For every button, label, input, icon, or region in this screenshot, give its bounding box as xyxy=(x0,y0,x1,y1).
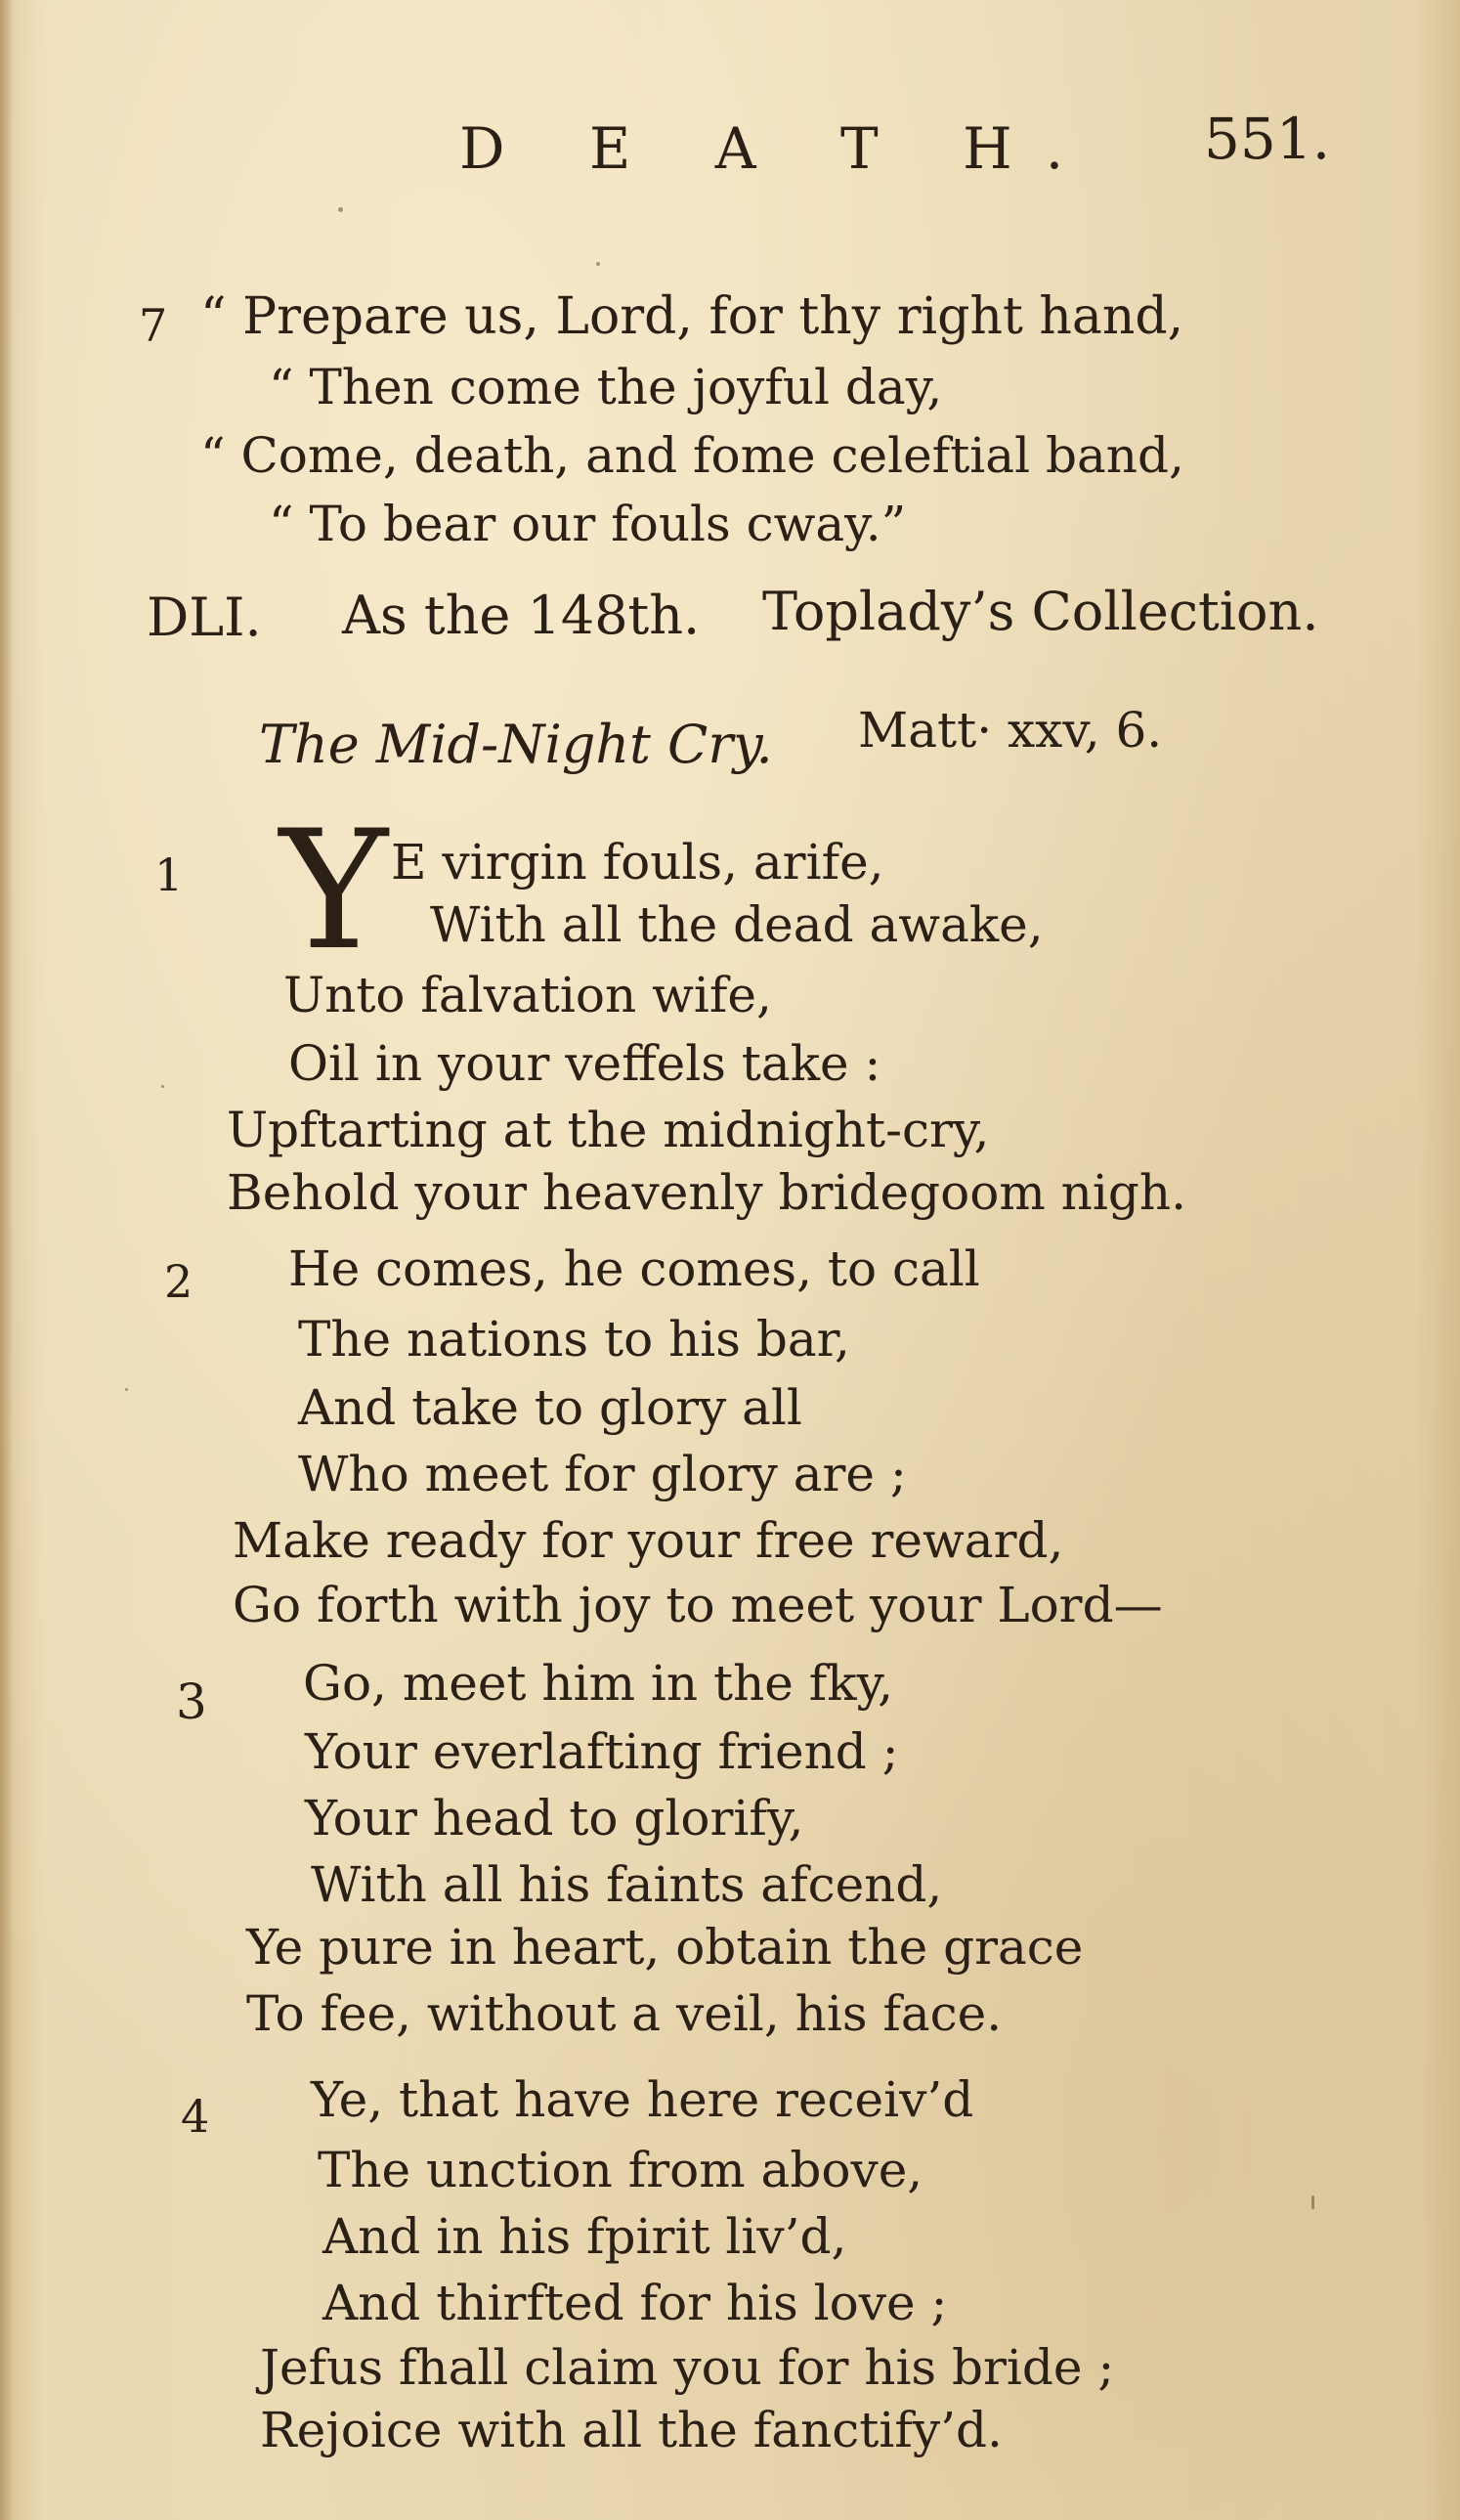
verse-line: Oil in your veffels take : xyxy=(288,1035,881,1092)
verse-line: And thirfted for his love ; xyxy=(322,2275,948,2331)
stanza-number: 7 xyxy=(139,299,168,352)
verse-line: Rejoice with all the fanctify’d. xyxy=(260,2402,1003,2458)
verse-line: “ Prepare us, Lord, for thy right hand, xyxy=(200,287,1184,346)
verse-line: Jefus fhall claim you for his bride ; xyxy=(260,2339,1115,2396)
verse-line: With all the dead awake, xyxy=(430,896,1044,953)
ink-speck xyxy=(596,262,600,266)
ink-speck xyxy=(338,207,343,212)
ink-speck xyxy=(161,1085,164,1088)
verse-line: E virgin fouls, arife, xyxy=(391,834,884,891)
scripture-reference: Matt· xxv, 6. xyxy=(858,702,1163,759)
verse-line: “ Come, death, and fome celeftial band, xyxy=(200,427,1184,484)
verse-line: “ Then come the joyful day, xyxy=(269,359,943,415)
verse-line: “ To bear our fouls cway.” xyxy=(269,496,907,552)
verse-line: And in his fpirit liv’d, xyxy=(322,2208,847,2265)
hymn-title: The Mid-Night Cry. xyxy=(259,714,773,775)
verse-line: Upftarting at the midnight-cry, xyxy=(227,1102,990,1158)
verse-line: And take to glory all xyxy=(298,1379,802,1436)
verse-line: Go, meet him in the fky, xyxy=(303,1655,894,1712)
ink-speck xyxy=(125,1388,128,1391)
verse-line: Unto falvation wife, xyxy=(283,967,772,1023)
verse-line: Your head to glorify, xyxy=(305,1790,804,1847)
running-head-title: D E A T H. xyxy=(459,115,1097,182)
verse-line: He comes, he comes, to call xyxy=(288,1240,980,1297)
verse-line: Go forth with joy to meet your Lord— xyxy=(233,1577,1163,1633)
verse-line: Your everlafting friend ; xyxy=(305,1723,899,1780)
verse-line: The unction from above, xyxy=(318,2142,923,2198)
verse-line: Ye, that have here receiv’d xyxy=(311,2071,974,2128)
verse-line: Behold your heavenly bridegoom nigh. xyxy=(227,1164,1186,1221)
verse-line: Ye pure in heart, obtain the grace xyxy=(246,1919,1084,1976)
page-gutter-shadow xyxy=(0,0,14,2520)
verse-line: Make ready for your free reward, xyxy=(233,1512,1064,1569)
stanza-number: 2 xyxy=(164,1255,193,1308)
stanza-number: 3 xyxy=(176,1673,207,1730)
stanza-number: 1 xyxy=(154,848,184,901)
verse-line: To fee, without a veil, his face. xyxy=(246,1985,1003,2042)
hymn-meter: As the 148th. xyxy=(342,585,701,646)
page-number: 551. xyxy=(1204,106,1331,172)
stanza-number: 4 xyxy=(181,2090,210,2143)
verse-line: The nations to his bar, xyxy=(298,1311,850,1368)
verse-line: Who meet for glory are ; xyxy=(298,1446,907,1502)
drop-cap: Y xyxy=(279,795,388,986)
verse-line: With all his faints afcend, xyxy=(311,1856,943,1913)
hymn-number: DLI. xyxy=(147,587,262,648)
hymn-source: Toplady’s Collection. xyxy=(762,581,1319,642)
ink-speck xyxy=(1311,2195,1314,2209)
